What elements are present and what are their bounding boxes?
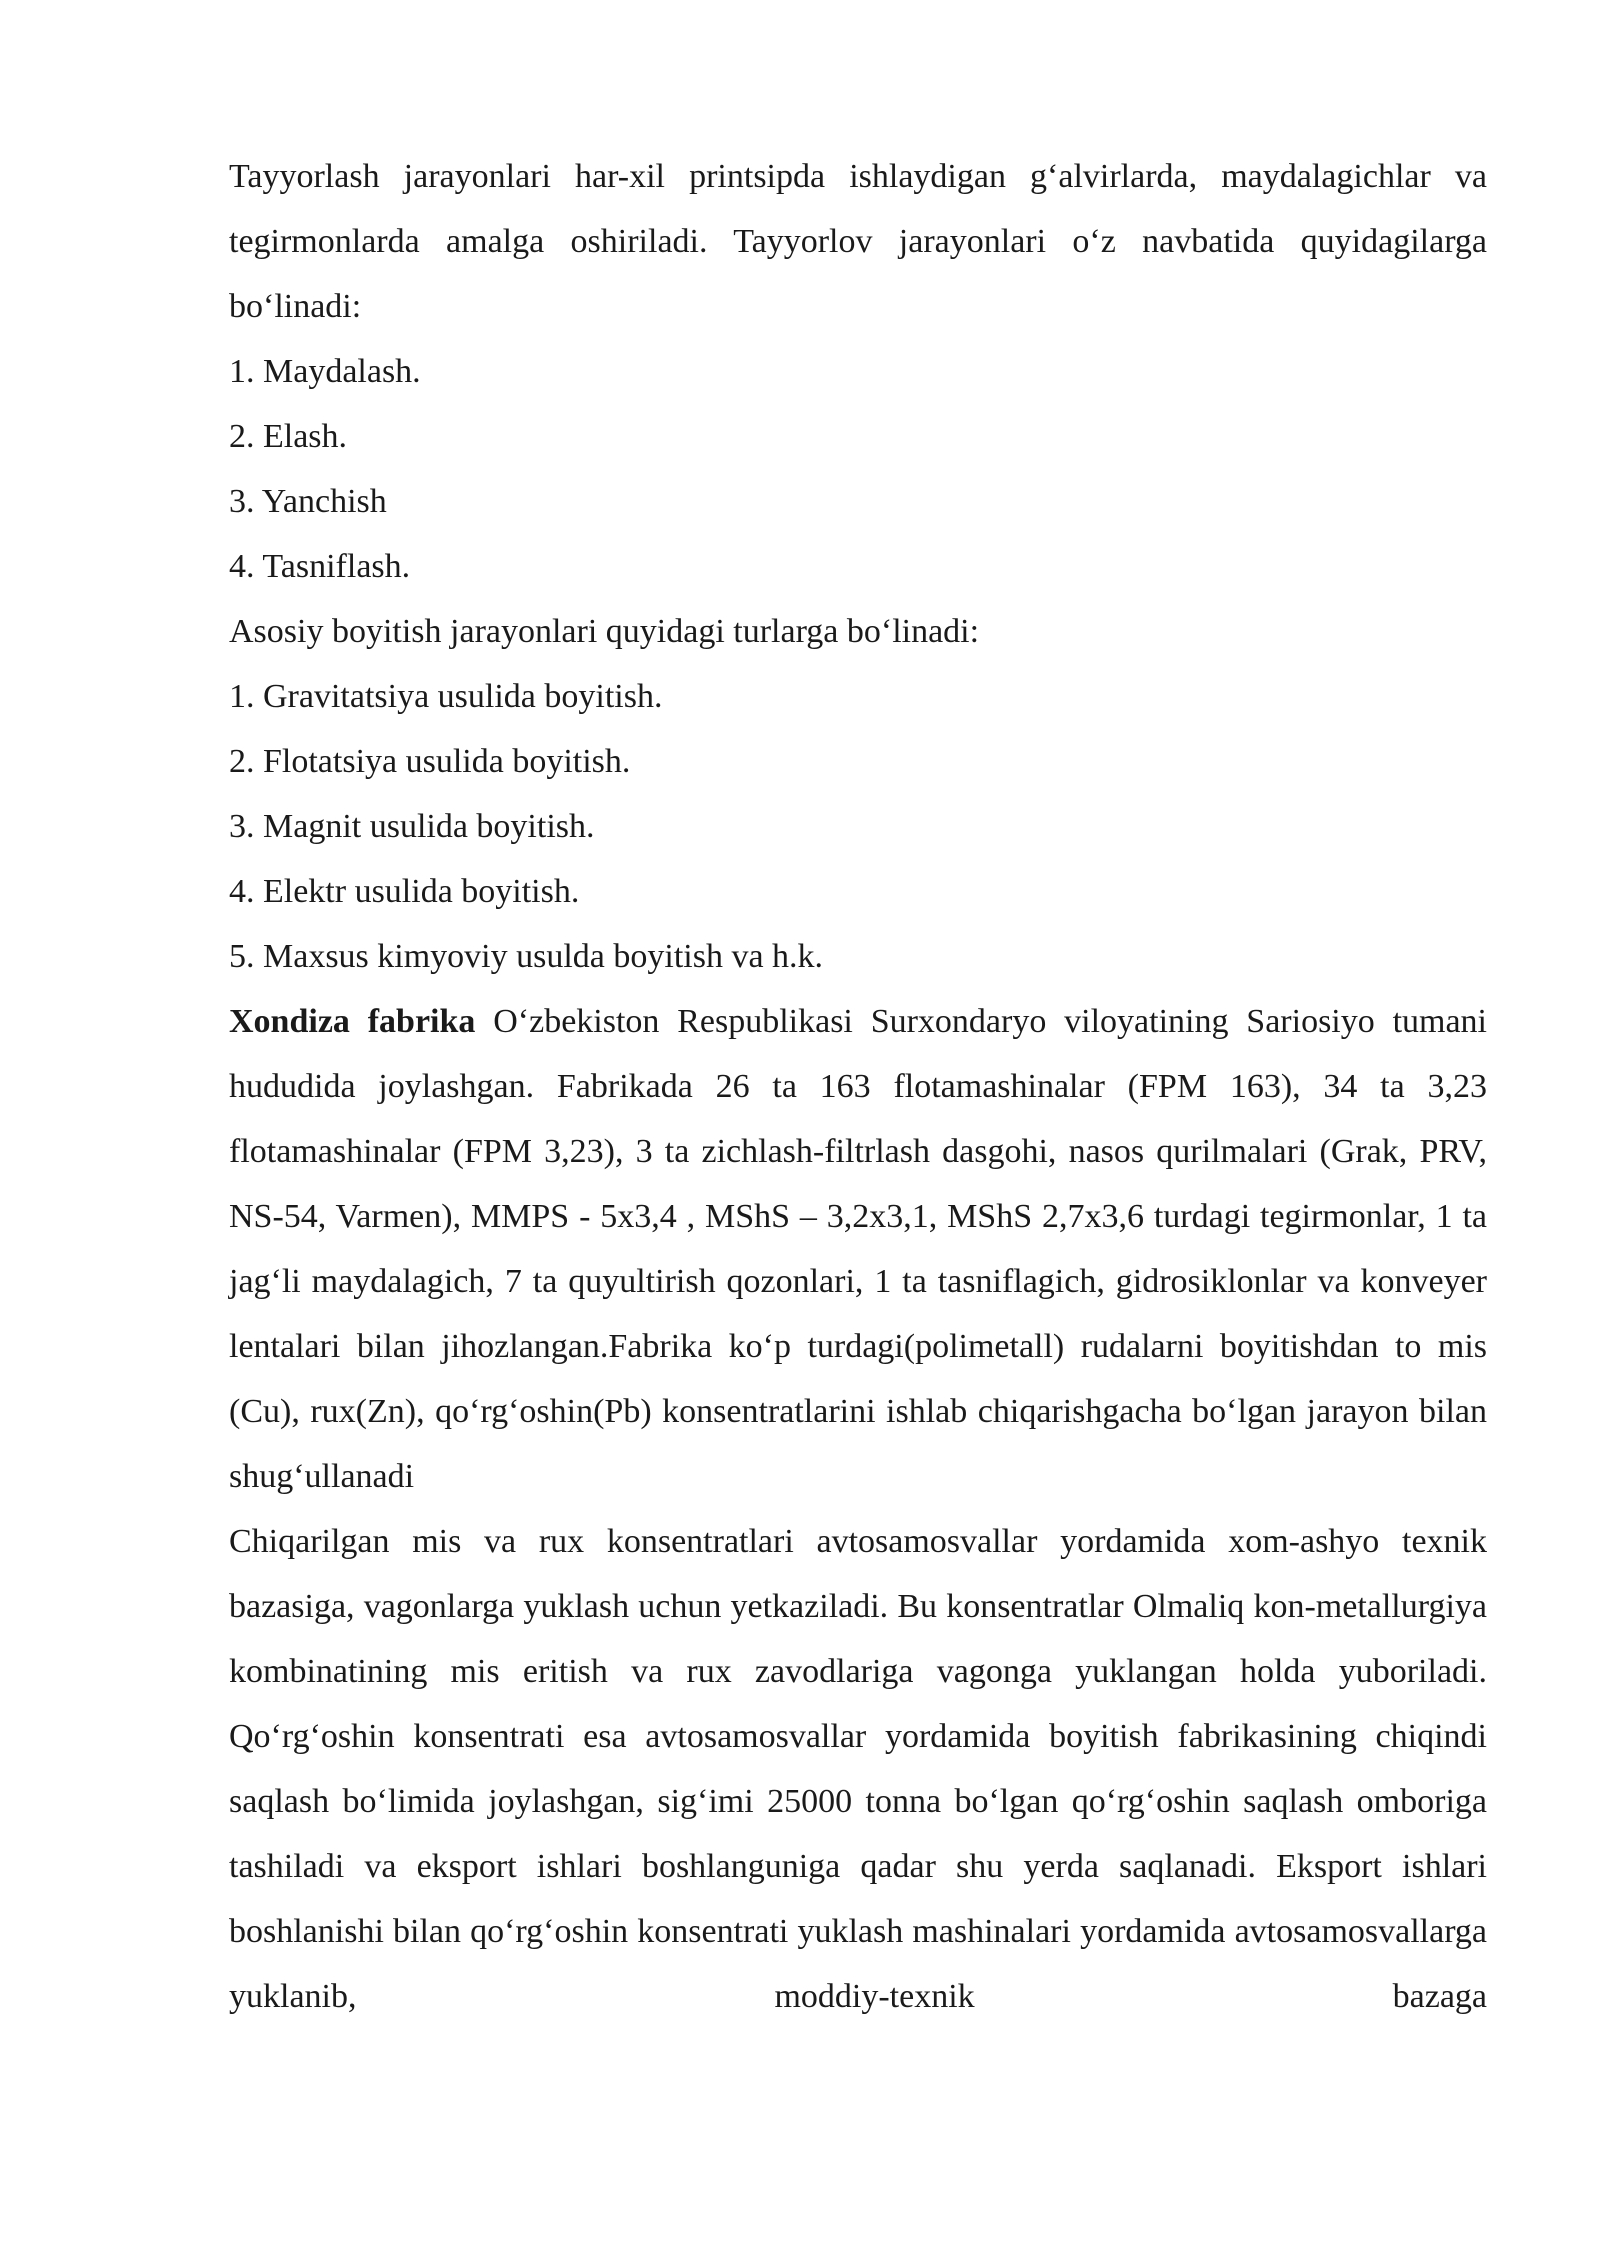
- list-item: 1. Gravitatsiya usulida boyitish.: [229, 678, 663, 715]
- list-item: 3. Yanchish: [229, 483, 387, 520]
- list-item: 2. Flotatsiya usulida boyitish.: [229, 743, 631, 780]
- list-item: 4. Elektr usulida boyitish.: [229, 873, 580, 910]
- closing-paragraph: Chiqarilgan mis va rux konsentratlari avtosamosvallar yordamida xom-ashyo texnik bazasiga, vagonlarga yuklash uchun yetkaziladi. Bu konsentratlar Olmaliq kon-metallurgiya kombinatining mis eritish va rux zavodlariga vagonga yuklangan holda yuboriladi. Qo‘rg‘oshin konsentrati esa avtosamosvallar yordamida boyitish fabrikasining chiqindi saqlash bo‘limida joylashgan, sig‘imi 25000 tonna bo‘lgan qo‘rg‘oshin saqlash omboriga tashiladi va eksport ishlari boshlanguniga qadar shu yerda saqlanadi. Eksport ishlari boshlanishi bilan qo‘rg‘oshin konsentrati yuklash mashinalari yordamida avtosamosvallarga yuklanib, moddiy-texnik bazaga: [229, 1523, 1487, 2015]
- list-item: 3. Magnit usulida boyitish.: [229, 808, 595, 845]
- list-item: 1. Maydalash.: [229, 353, 421, 390]
- list-item: 2. Elash.: [229, 418, 348, 455]
- factory-description: O‘zbekiston Respublikasi Surxondaryo viloyatining Sariosiyo tumani hududida joylashgan. Fabrikada 26 ta 163 flotamashinalar (FPM 163), 34 ta 3,23 flotamashinalar (FPM 3,23), 3 ta zichlash-filtrlash dasgohi, nasos qurilmalari (Grak, PRV, NS-54, Varmen), MMPS - 5x3,4 , MShS – 3,2x3,1, MShS 2,7x3,6 turdagi tegirmonlar, 1 ta jag‘li maydalagich, 7 ta quyultirish qozonlari, 1 ta tasniflagich, gidrosiklonlar va konveyer lentalari bilan jihozlangan.Fabrika ko‘p turdagi(polimetall) rudalarni boyitishdan to mis (Cu), rux(Zn), qo‘rg‘oshin(Pb) konsentratlarini ishlab chiqarishgacha bo‘lgan jarayon bilan shug‘ullanadi: [229, 1003, 1487, 1495]
- list-item: 4. Tasniflash.: [229, 548, 411, 585]
- list-item: 5. Maxsus kimyoviy usulda boyitish va h.k.: [229, 938, 824, 975]
- factory-name: Xondiza fabrika: [229, 1003, 476, 1040]
- document-page: [229, 144, 1487, 2029]
- main-processes-list: [229, 664, 1487, 989]
- preparation-list: [229, 339, 1487, 599]
- main-processes-heading: Asosiy boyitish jarayonlari quyidagi turlarga bo‘linadi:: [229, 613, 980, 650]
- intro-paragraph: Tayyorlash jarayonlari har-xil printsipda ishlaydigan g‘alvirlarda, maydalagichlar va tegirmonlarda amalga oshiriladi. Tayyorlov jarayonlari o‘z navbatida quyidagilarga bo‘linadi:: [229, 158, 1487, 325]
- factory-paragraph: [229, 989, 1487, 1509]
